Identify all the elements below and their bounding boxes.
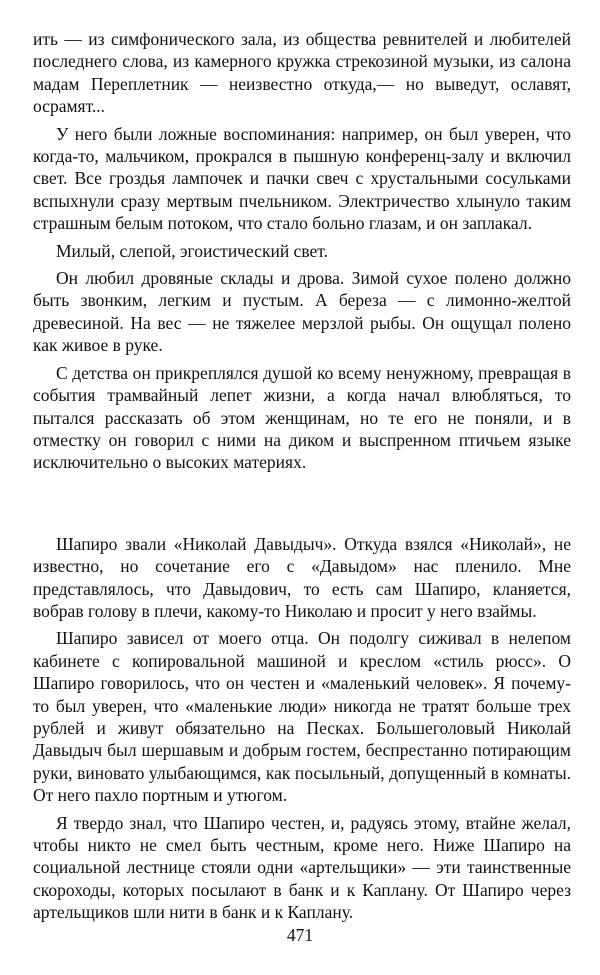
paragraph-blind-light: Милый, слепой, эгоистический свет. [56,240,328,261]
section-break [33,474,571,528]
paragraph-continuation: ить — из симфонического зала, из общества ревнителей и любителей последнего слова, из камерного кружка стрекозиной музыки, из салона мадам Переплетник — неизвестно откуда,— но выведут, ославят, осрамят... [33,29,571,117]
paragraph-shapiro-honest: Я твердо знал, что Шапиро честен, и, радуясь этому, втайне желал, чтобы никто не смел быть честным, кроме него. Ниже Шапиро на социальной лестнице стояли одни «артельщики» — эти таинственные скороходы, которых посылают в банк и к Каплану. От Шапиро через артельщиков шли нити в банк и к Каплану. [33,812,571,923]
paragraph-false-memories: У него были ложные воспоминания: например, он был уверен, что когда-то, мальчиком, прокрался в пышную конференц-залу и включил свет. Все гроздья лампочек и пачки свеч с хрустальными сосульками вспыхнули сразу мертвым пчельником. Электричество хлынуло таким страшным белым потоком, что стало больно глазам, и он заплакал. [33,123,571,234]
paragraph-firewood: Он любил дровяные склады и дрова. Зимой сухое полено должно быть звонким, легким и пустым. А береза — с лимонно-желтой древесиной. На вес — не тяжелее мерзлой рыбы. Он ощущал полено как живое в руке. [33,268,571,356]
page-number: 471 [286,925,314,945]
paragraph-shapiro-dependence: Шапиро зависел от моего отца. Он подолгу сиживал в нелепом кабинете с копировальной машиной и креслом «стиль рюсс». О Шапиро говорилось, что он честен и «маленький человек». Я почему-то был уверен, что «маленькие люди» никогда не тратят больше трех рублей и живут обязательно на Песках. Большеголовый Николай Давыдыч был шершавым и добрым гостем, беспрестанно потирающим руки, виновато улыбающимся, как посыльный, допущенный в комнаты. От него пахло портным и утюгом. [33,628,571,806]
text-column [33,28,571,924]
paragraph-useless-things: С детства он прикреплялся душой ко всему ненужному, превращая в события трамвайный лепет жизни, а когда начал влюбляться, то пытался рассказать об этом женщинам, но те его не поняли, и в отместку он говорил с ними на диком и выспренном птичьем языке исключительно о высоких материях. [33,362,571,473]
paragraph-shapiro-name: Шапиро звали «Николай Давыдыч». Откуда взялся «Николай», не известно, но сочетание его с «Давыдом» нас пленило. Мне представлялось, что Давыдович, то есть сам Шапиро, кланяется, вобрав голову в плечи, какому-то Николаю и просит у него взаймы. [33,533,571,621]
